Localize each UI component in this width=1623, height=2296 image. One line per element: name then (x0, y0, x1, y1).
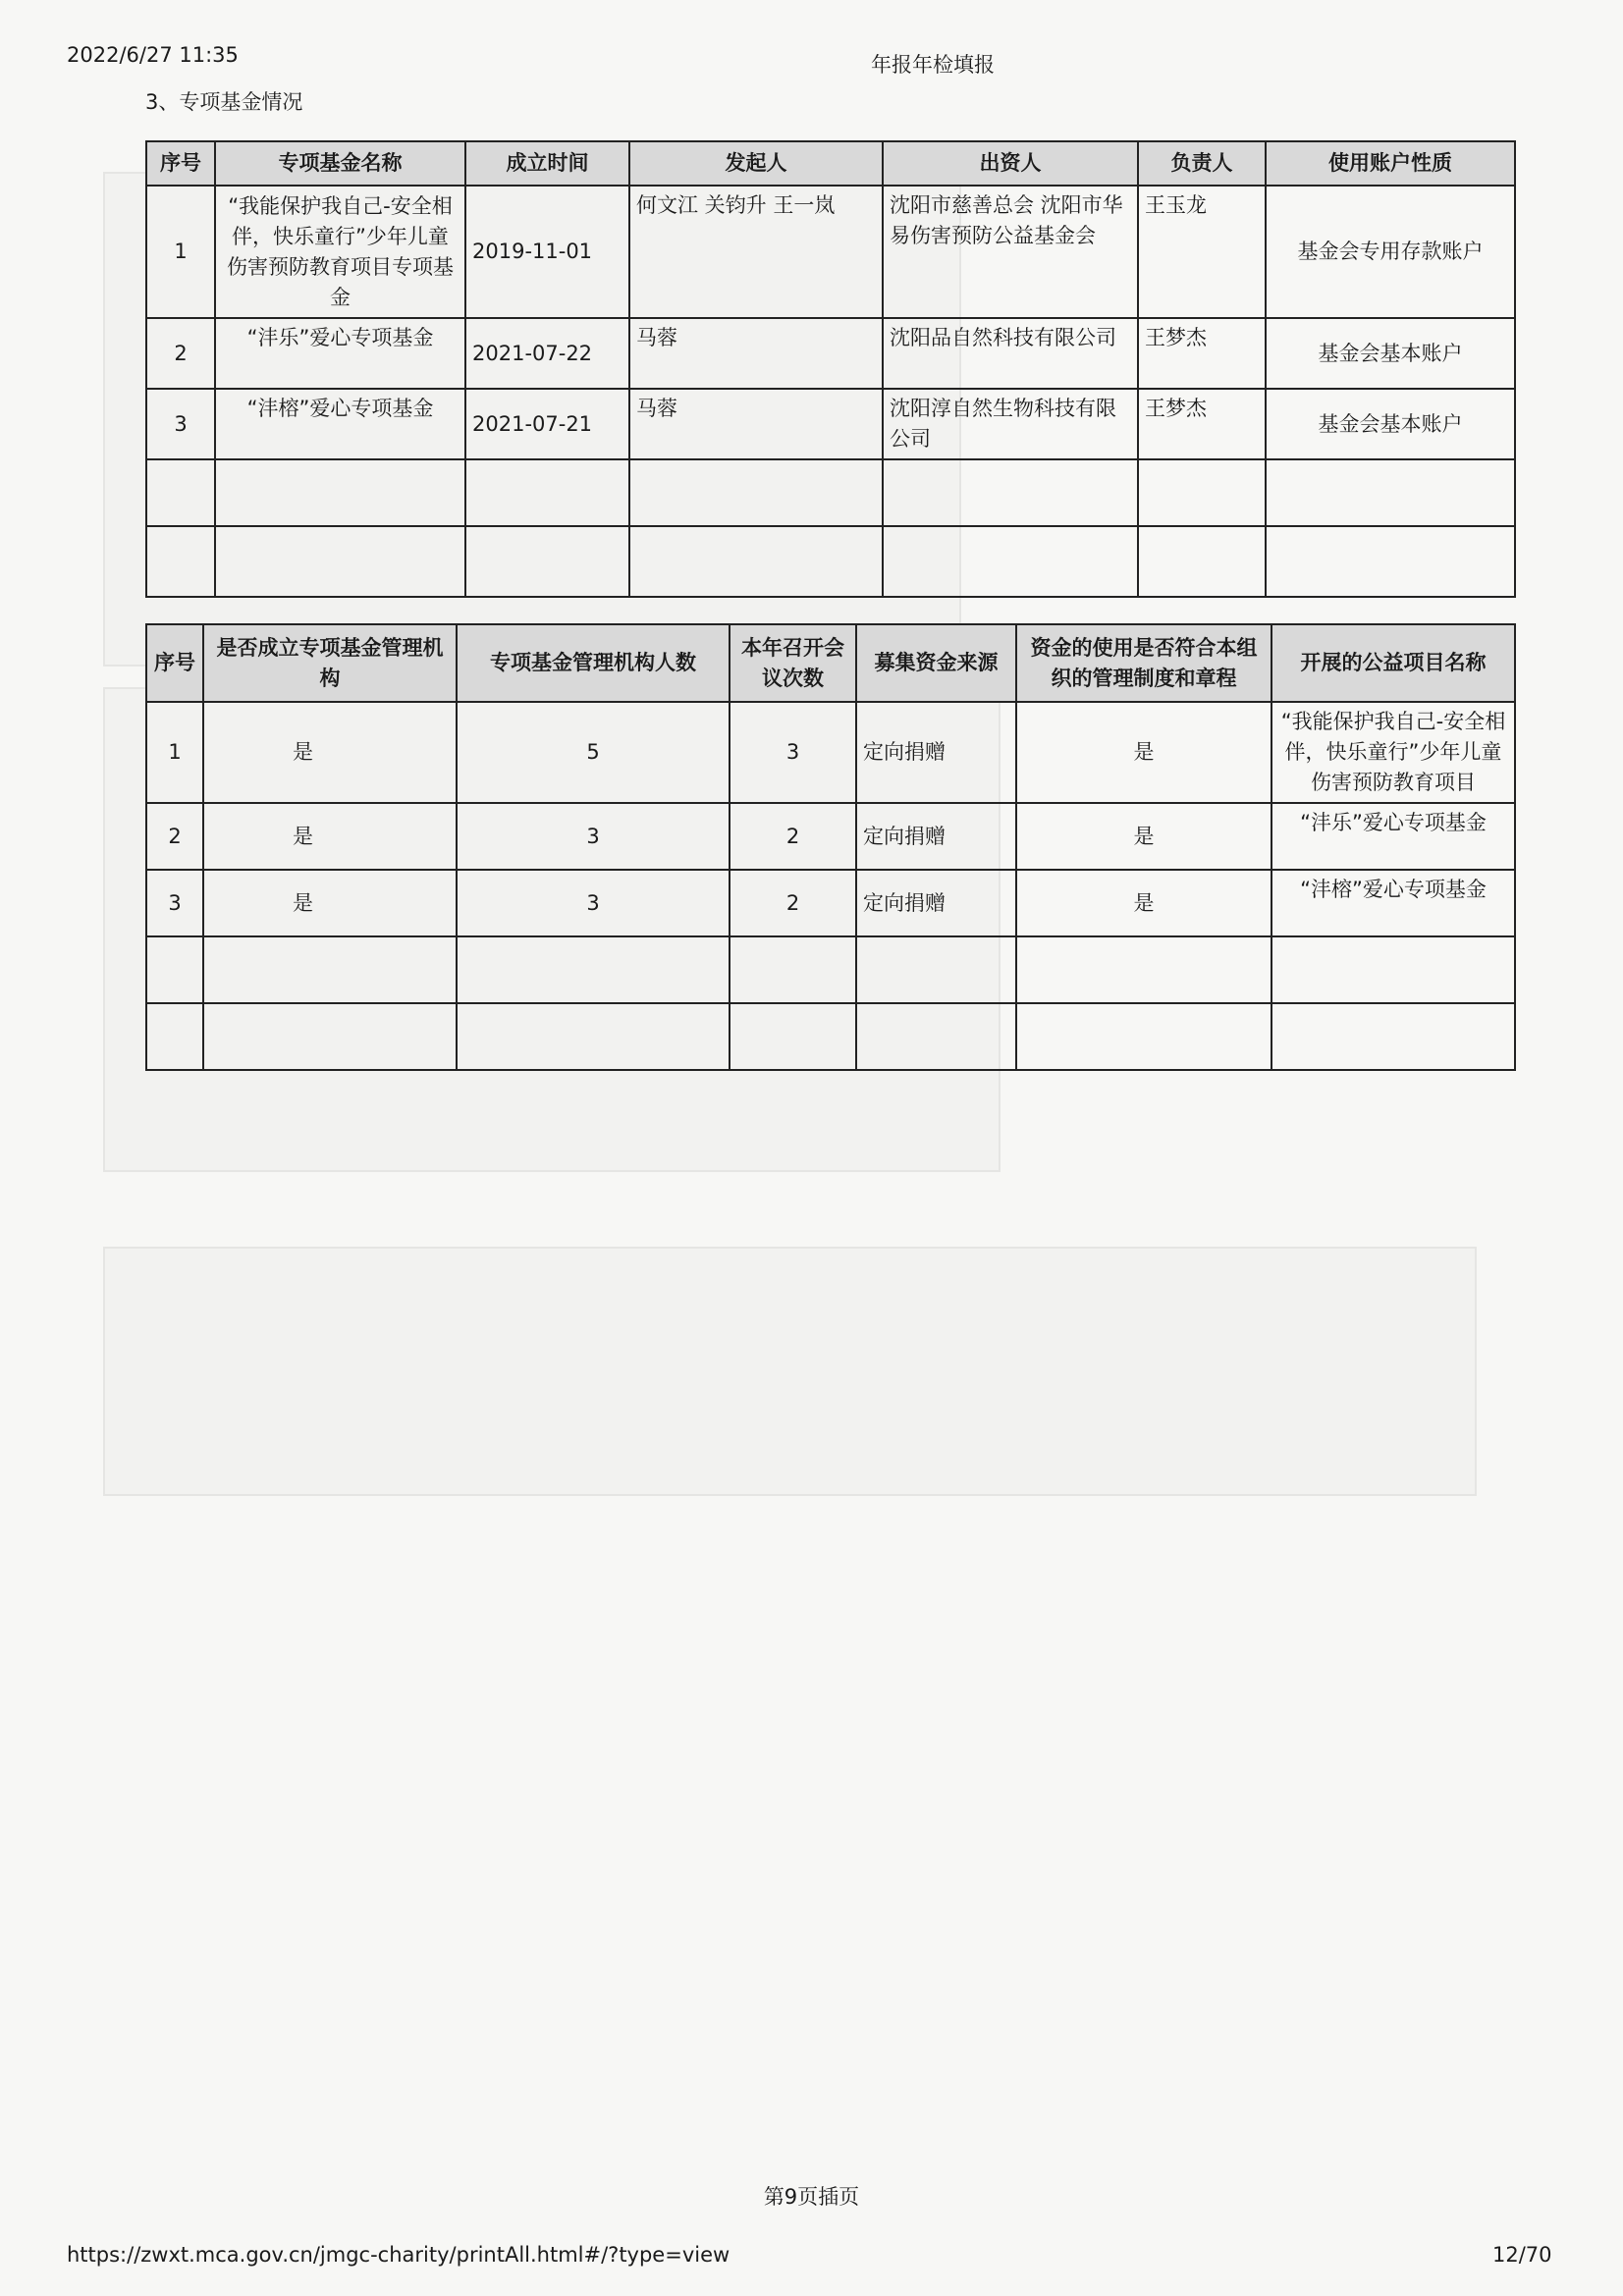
table-cell (629, 526, 883, 597)
table-cell: 1 (146, 186, 215, 318)
table-row (146, 1003, 1515, 1070)
table-cell (1266, 526, 1515, 597)
column-header: 本年召开会议次数 (730, 624, 856, 702)
table-cell (1016, 936, 1271, 1003)
table-cell: 2 (146, 803, 203, 870)
table-cell (1016, 1003, 1271, 1070)
special-fund-table (145, 140, 1516, 598)
table-cell (146, 459, 215, 526)
table-cell (1266, 459, 1515, 526)
table-cell: 是 (1016, 702, 1271, 803)
table-cell (856, 936, 1016, 1003)
table-cell: 3 (146, 389, 215, 459)
table-cell: 马蓉 (629, 318, 883, 389)
table-cell (883, 526, 1138, 597)
column-header: 是否成立专项基金管理机构 (203, 624, 457, 702)
table-cell: 王梦杰 (1138, 389, 1266, 459)
section-title: 3、专项基金情况 (145, 90, 303, 114)
table-cell: 王梦杰 (1138, 318, 1266, 389)
table-cell (1271, 1003, 1515, 1070)
table-cell: 2021-07-21 (465, 389, 629, 459)
table-row (146, 936, 1515, 1003)
table-cell: 3 (457, 803, 730, 870)
table-cell (1138, 526, 1266, 597)
table-cell: 定向捐赠 (856, 702, 1016, 803)
table-cell (215, 526, 465, 597)
table-cell: 马蓉 (629, 389, 883, 459)
table-cell (883, 459, 1138, 526)
page-insert-label: 第9页插页 (763, 2185, 860, 2209)
table-cell: “沣榕”爱心专项基金 (215, 389, 465, 459)
column-header: 专项基金管理机构人数 (457, 624, 730, 702)
table-cell: 3 (457, 870, 730, 936)
table-cell: 是 (203, 702, 457, 803)
table-cell: 2 (730, 870, 856, 936)
table-cell: 定向捐赠 (856, 803, 1016, 870)
table-cell (629, 459, 883, 526)
table-cell: “沣乐”爱心专项基金 (215, 318, 465, 389)
table-header-row (146, 624, 1515, 702)
column-header: 发起人 (629, 141, 883, 186)
table-cell: 2021-07-22 (465, 318, 629, 389)
table-cell: 2 (730, 803, 856, 870)
table-cell: 沈阳市慈善总会 沈阳市华易伤害预防公益基金会 (883, 186, 1138, 318)
column-header: 使用账户性质 (1266, 141, 1515, 186)
column-header: 序号 (146, 141, 215, 186)
table-cell (203, 936, 457, 1003)
print-source-url: https://zwxt.mca.gov.cn/jmgc-charity/printAll.html#/?type=view (67, 2243, 730, 2267)
table-cell (856, 1003, 1016, 1070)
fund-management-table (145, 623, 1516, 1071)
table-cell: 2019-11-01 (465, 186, 629, 318)
table-cell: 是 (1016, 870, 1271, 936)
table-cell (1138, 459, 1266, 526)
table-cell: 何文江 关钧升 王一岚 (629, 186, 883, 318)
table-cell: 是 (1016, 803, 1271, 870)
table-cell: “沣乐”爱心专项基金 (1271, 803, 1515, 870)
table-cell (146, 1003, 203, 1070)
table-cell (465, 526, 629, 597)
table-cell: 基金会专用存款账户 (1266, 186, 1515, 318)
table-cell: 3 (146, 870, 203, 936)
table-cell (730, 936, 856, 1003)
column-header: 序号 (146, 624, 203, 702)
table-row (146, 459, 1515, 526)
page-number: 12/70 (1492, 2243, 1552, 2267)
table-cell (465, 459, 629, 526)
table-cell: 是 (203, 870, 457, 936)
table-cell: 王玉龙 (1138, 186, 1266, 318)
table-cell: 沈阳淳自然生物科技有限公司 (883, 389, 1138, 459)
table-row (146, 186, 1515, 318)
table-cell: 定向捐赠 (856, 870, 1016, 936)
table-row (146, 870, 1515, 936)
table-cell: 基金会基本账户 (1266, 318, 1515, 389)
table-cell (457, 1003, 730, 1070)
table-cell (730, 1003, 856, 1070)
table-row (146, 318, 1515, 389)
table-cell (1271, 936, 1515, 1003)
print-datetime: 2022/6/27 11:35 (67, 43, 239, 67)
table-cell: “我能保护我自己-安全相伴，快乐童行”少年儿童伤害预防教育项目专项基金 (215, 186, 465, 318)
column-header: 成立时间 (465, 141, 629, 186)
table-cell: 2 (146, 318, 215, 389)
table-cell (215, 459, 465, 526)
table-row (146, 702, 1515, 803)
table-row (146, 526, 1515, 597)
table-cell: “我能保护我自己-安全相伴，快乐童行”少年儿童伤害预防教育项目 (1271, 702, 1515, 803)
table-cell: 3 (730, 702, 856, 803)
table-cell (146, 936, 203, 1003)
table-cell: 沈阳品自然科技有限公司 (883, 318, 1138, 389)
column-header: 募集资金来源 (856, 624, 1016, 702)
table-row (146, 803, 1515, 870)
table-cell (203, 1003, 457, 1070)
table-header-row (146, 141, 1515, 186)
column-header: 资金的使用是否符合本组织的管理制度和章程 (1016, 624, 1271, 702)
column-header: 出资人 (883, 141, 1138, 186)
table-cell: 5 (457, 702, 730, 803)
table-cell (457, 936, 730, 1003)
bleed-through-box (103, 1247, 1477, 1496)
column-header: 开展的公益项目名称 (1271, 624, 1515, 702)
column-header: 专项基金名称 (215, 141, 465, 186)
table-cell: “沣榕”爱心专项基金 (1271, 870, 1515, 936)
print-header-title: 年报年检填报 (871, 53, 995, 77)
table-cell (146, 526, 215, 597)
table-row (146, 389, 1515, 459)
table-cell: 1 (146, 702, 203, 803)
table-cell: 是 (203, 803, 457, 870)
column-header: 负责人 (1138, 141, 1266, 186)
table-cell: 基金会基本账户 (1266, 389, 1515, 459)
